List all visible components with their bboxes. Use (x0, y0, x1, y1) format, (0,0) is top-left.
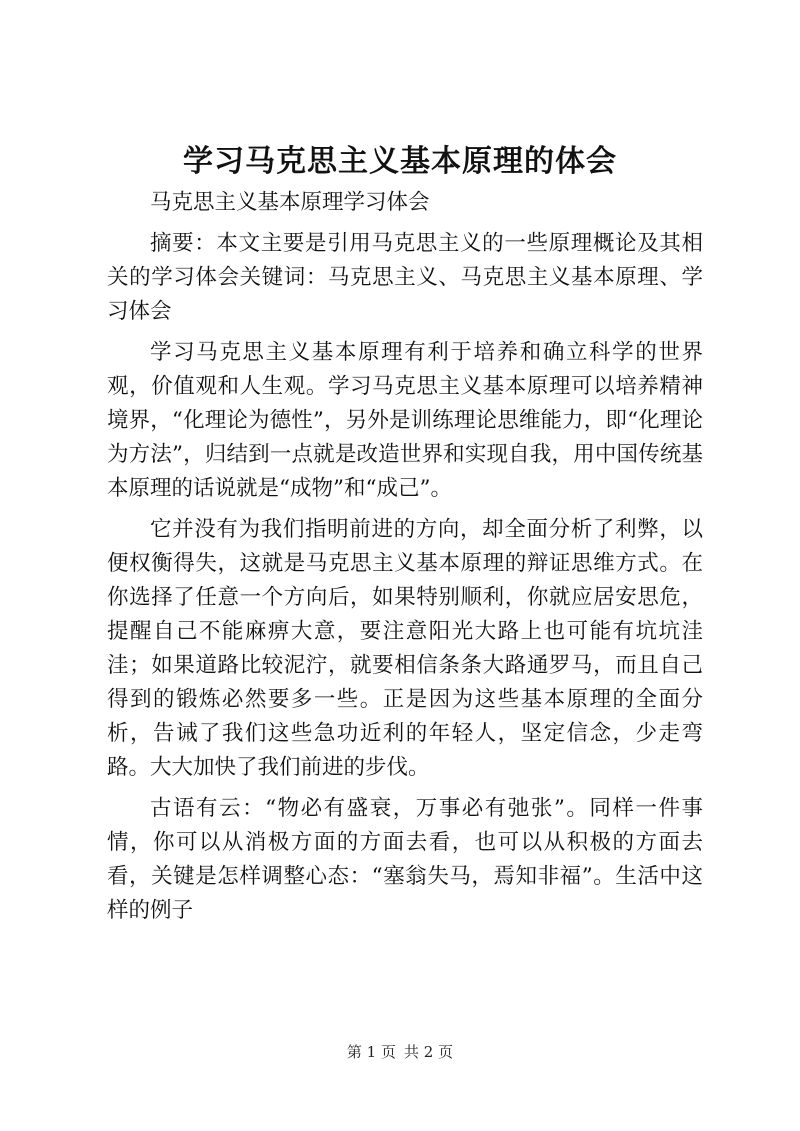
page-total: 共 2 页 (404, 1043, 454, 1061)
page-number: 第 1 页 (346, 1043, 396, 1061)
document-title: 学习马克思主义基本原理的体会 (183, 144, 617, 179)
paragraph-subtitle: 马克思主义基本原理学习体会 (150, 190, 430, 215)
paragraph: 古语有云：“物必有盛衰，万事必有弛张”。同样一件事情，你可以从消极方面的方面去看，也可以从积极的方面去看，关键是怎样调整心态：“塞翁失马，焉知非福”。生活中这样的例子 (107, 796, 703, 923)
paragraph: 学习马克思主义基本原理有利于培养和确立科学的世界观，价值观和人生观。学习马克思主义基本原理可以培养精神境界，“化理论为德性”，另外是训练理论思维能力，即“化理论为方法”，归结到一点就是改造世界和实现自我，用中国传统基本原理的话说就是“成物”和“成己”。 (107, 340, 703, 501)
document-body (107, 186, 703, 935)
paragraph: 它并没有为我们指明前进的方向，却全面分析了利弊，以便权衡得失，这就是马克思主义基本原理的辩证思维方式。在你选择了任意一个方向后，如果特别顺利，你就应居安思危，提醒自己不能麻痹大意，要注意阳光大路上也可能有坑坑洼洼；如果道路比较泥泞，就要相信条条大路通罗马，而且自己得到的锻炼必然要多一些。正是因为这些基本原理的全面分析，告诫了我们这些急功近利的年轻人，坚定信念，少走弯路。大大加快了我们前进的步伐。 (107, 517, 703, 780)
page-footer (0, 1042, 800, 1062)
paragraph-abstract: 摘要：本文主要是引用马克思主义的一些原理概论及其相关的学习体会关键词：马克思主义、马克思主义基本原理、学习体会 (107, 231, 703, 324)
